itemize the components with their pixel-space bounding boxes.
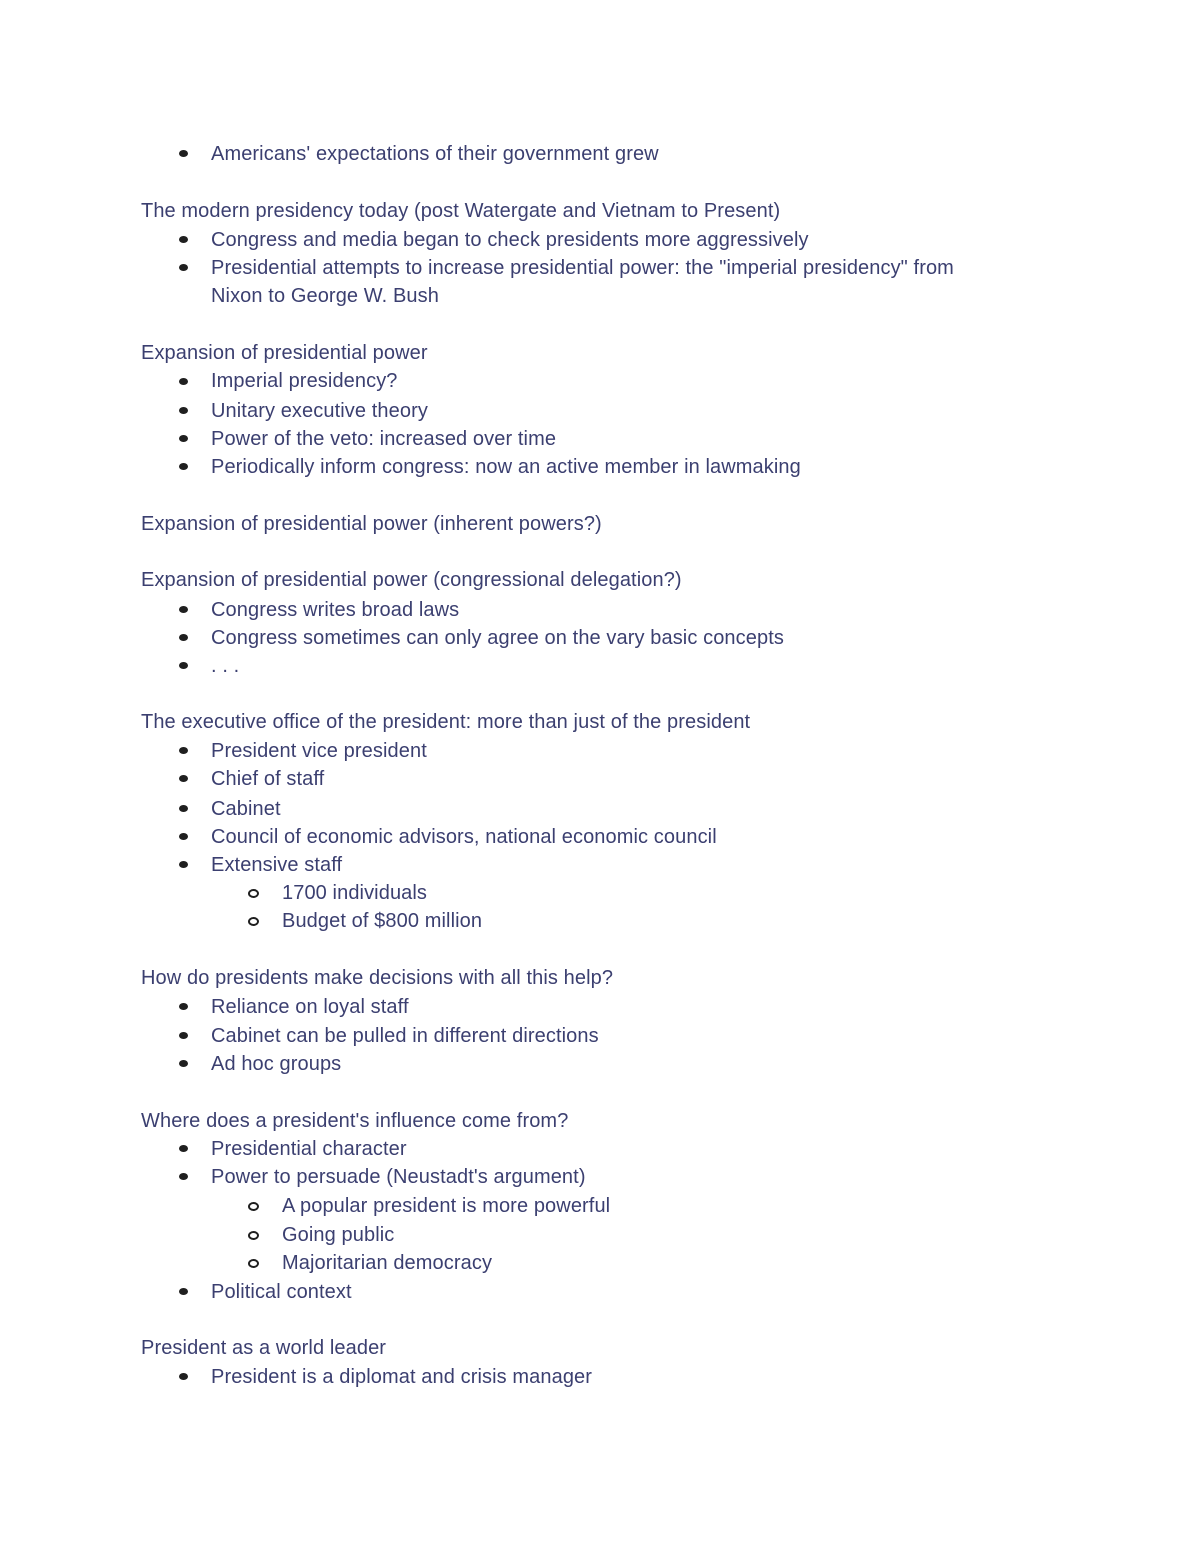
sub-bullet-ring	[248, 917, 259, 926]
bullet-dot	[179, 1003, 188, 1010]
bullet-dot	[179, 747, 188, 754]
section-heading: The modern presidency today (post Watergate and Vietnam to Present)	[141, 200, 781, 222]
bullet-dot	[179, 833, 188, 840]
list-item: Cabinet can be pulled in different directions	[211, 1025, 599, 1047]
list-item: Council of economic advisors, national economic council	[211, 826, 717, 848]
list-item-continuation: Nixon to George W. Bush	[211, 285, 439, 307]
list-item: Imperial presidency?	[211, 370, 398, 392]
section-heading: Expansion of presidential power (inherent powers?)	[141, 513, 602, 535]
sub-list-item: 1700 individuals	[282, 882, 428, 904]
bullet-dot	[179, 1032, 188, 1039]
list-item: Extensive staff	[211, 854, 343, 876]
bullet-dot	[179, 1060, 188, 1067]
list-item: Presidential character	[211, 1138, 407, 1160]
list-item: Cabinet	[211, 798, 281, 820]
bullet-dot	[179, 805, 188, 812]
bullet-dot	[179, 378, 188, 385]
sub-list-item: Going public	[282, 1224, 395, 1246]
bullet-dot	[179, 236, 188, 243]
list-item: Congress sometimes can only agree on the vary basic concepts	[211, 627, 784, 649]
sub-bullet-ring	[248, 1202, 259, 1211]
list-item: Power to persuade (Neustadt's argument)	[211, 1166, 586, 1188]
list-item: Chief of staff	[211, 768, 325, 790]
bullet-dot	[179, 463, 188, 470]
sub-bullet-ring	[248, 889, 259, 898]
list-item: President vice president	[211, 740, 427, 762]
bullet-dot	[179, 606, 188, 613]
list-item: President is a diplomat and crisis manager	[211, 1366, 593, 1388]
sub-list-item: Majoritarian democracy	[282, 1252, 493, 1274]
bullet-dot	[179, 407, 188, 414]
bullet-dot	[179, 1373, 188, 1380]
sub-list-item: A popular president is more powerful	[282, 1195, 611, 1217]
bullet-dot	[179, 150, 188, 157]
section-heading: President as a world leader	[141, 1337, 387, 1359]
list-item: Congress writes broad laws	[211, 599, 460, 621]
list-item: Political context	[211, 1281, 352, 1303]
section-heading: How do presidents make decisions with all this help?	[141, 967, 614, 989]
bullet-dot	[179, 1145, 188, 1152]
list-item: Americans' expectations of their government grew	[211, 143, 659, 165]
list-item: Congress and media began to check presidents more aggressively	[211, 229, 809, 251]
sub-bullet-ring	[248, 1259, 259, 1268]
bullet-dot	[179, 662, 188, 669]
bullet-dot	[179, 435, 188, 442]
list-item: Power of the veto: increased over time	[211, 428, 557, 450]
list-item: Reliance on loyal staff	[211, 996, 409, 1018]
bullet-dot	[179, 775, 188, 782]
bullet-dot	[179, 1288, 188, 1295]
section-heading: Where does a president's influence come from?	[141, 1110, 569, 1132]
list-item: . . .	[211, 655, 240, 677]
section-heading: Expansion of presidential power	[141, 342, 428, 364]
list-item: Unitary executive theory	[211, 400, 428, 422]
list-item: Periodically inform congress: now an active member in lawmaking	[211, 456, 801, 478]
section-heading: The executive office of the president: more than just of the president	[141, 711, 751, 733]
list-item: Ad hoc groups	[211, 1053, 342, 1075]
bullet-dot	[179, 1173, 188, 1180]
bullet-dot	[179, 861, 188, 868]
sub-bullet-ring	[248, 1231, 259, 1240]
section-heading: Expansion of presidential power (congressional delegation?)	[141, 569, 682, 591]
bullet-dot	[179, 634, 188, 641]
bullet-dot	[179, 264, 188, 271]
sub-list-item: Budget of $800 million	[282, 910, 483, 932]
list-item: Presidential attempts to increase presidential power: the "imperial presidency" from	[211, 257, 954, 279]
